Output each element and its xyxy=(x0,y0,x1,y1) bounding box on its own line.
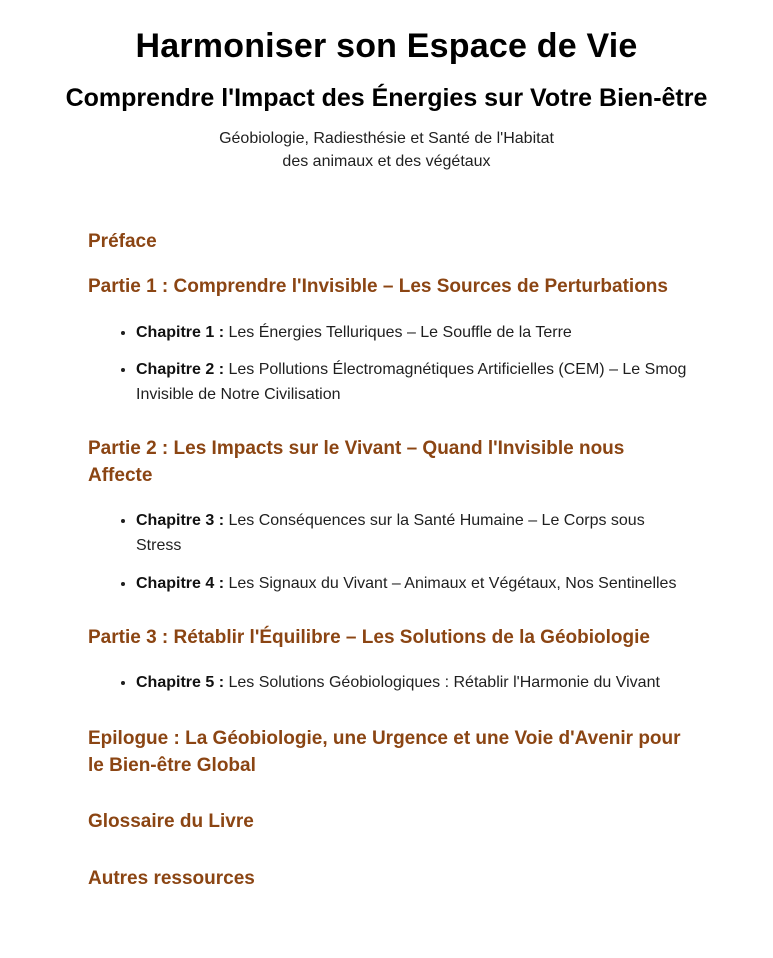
part-1-heading: Partie 1 : Comprendre l'Invisible – Les Sources de Perturbations xyxy=(88,276,668,298)
document-header xyxy=(0,26,773,173)
table-of-contents xyxy=(0,173,773,892)
preface-heading: Préface xyxy=(88,231,157,253)
chapter-3-title: Les Conséquences sur la Santé Humaine – Le Corps sous Stress xyxy=(136,512,645,554)
part-2-heading: Partie 2 : Les Impacts sur le Vivant – Quand l'Invisible nous Affecte xyxy=(88,438,625,486)
tagline-line-2: des animaux et des végétaux xyxy=(282,153,491,171)
toc-part-1 xyxy=(88,274,693,408)
tagline xyxy=(40,127,733,173)
resources-heading: Autres ressources xyxy=(88,867,255,889)
chapter-item-2 xyxy=(136,358,693,408)
part-1-chapter-list xyxy=(88,321,693,408)
page-subtitle: Comprendre l'Impact des Énergies sur Votre Bien-être xyxy=(65,83,708,112)
chapter-4-label: Chapitre 4 : xyxy=(136,574,225,592)
page-title: Harmoniser son Espace de Vie xyxy=(135,27,638,65)
glossary-heading: Glossaire du Livre xyxy=(88,811,254,833)
tagline-line-1: Géobiologie, Radiesthésie et Santé de l'Habitat xyxy=(219,130,554,148)
chapter-item-4 xyxy=(136,572,693,597)
toc-part-3 xyxy=(88,625,693,696)
toc-part-2 xyxy=(88,436,693,597)
chapter-5-title: Les Solutions Géobiologiques : Rétablir l'Harmonie du Vivant xyxy=(224,674,660,692)
chapter-2-label: Chapitre 2 : xyxy=(136,361,225,379)
part-3-chapter-list xyxy=(88,671,693,696)
part-3-heading: Partie 3 : Rétablir l'Équilibre – Les Solutions de la Géobiologie xyxy=(88,626,650,648)
chapter-5-label: Chapitre 5 : xyxy=(136,674,225,692)
chapter-1-title: Les Énergies Telluriques – Le Souffle de la Terre xyxy=(224,323,572,341)
chapter-2-title: Les Pollutions Électromagnétiques Artificielles (CEM) – Le Smog Invisible de Notre Civilisation xyxy=(136,361,687,404)
chapter-item-3 xyxy=(136,509,693,559)
epilogue-heading: Epilogue : La Géobiologie, une Urgence et une Voie d'Avenir pour le Bien-être Global xyxy=(88,727,681,776)
chapter-3-label: Chapitre 3 : xyxy=(136,512,225,530)
chapter-item-5 xyxy=(136,671,693,696)
chapter-item-1 xyxy=(136,321,693,346)
chapter-1-label: Chapitre 1 : xyxy=(136,323,225,341)
chapter-4-title: Les Signaux du Vivant – Animaux et Végétaux, Nos Sentinelles xyxy=(224,574,677,592)
part-2-chapter-list xyxy=(88,509,693,596)
